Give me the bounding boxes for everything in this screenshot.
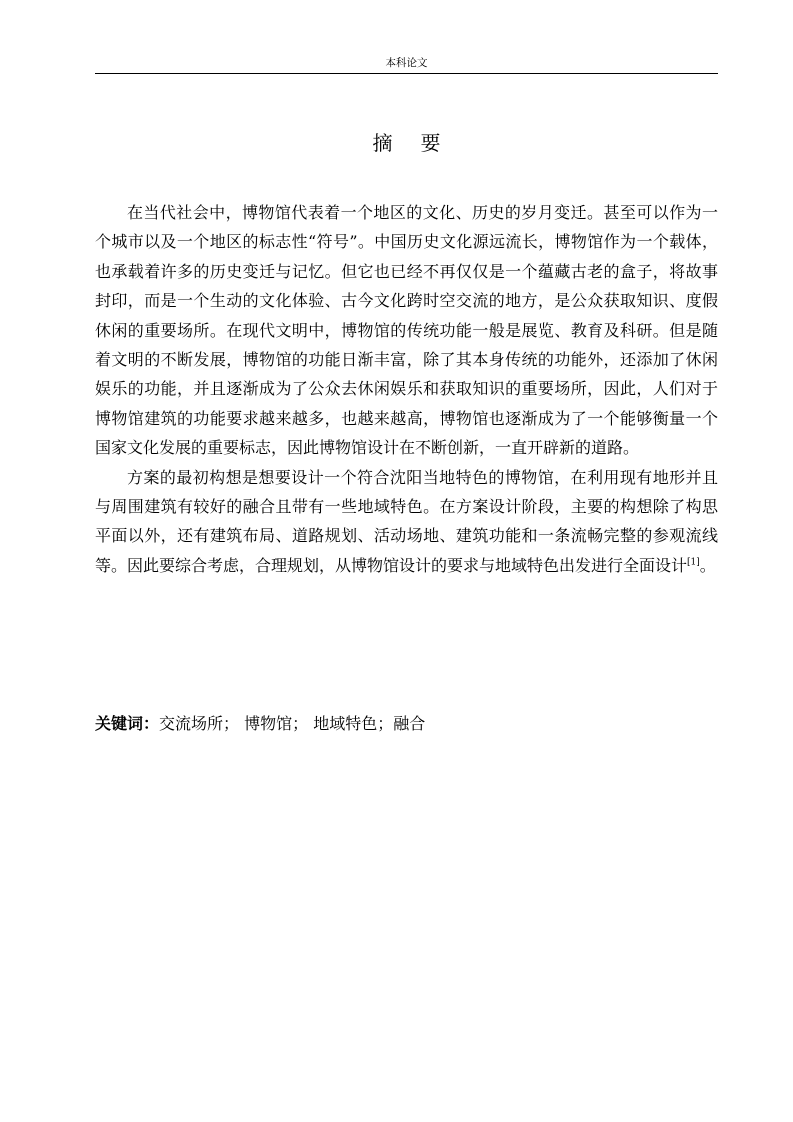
page-header [95, 56, 718, 74]
abstract-paragraph-2 [95, 463, 718, 581]
paragraph-2-text: 方案的最初构想是想要设计一个符合沈阳当地特色的博物馆，在利用现有地形并且与周围建筑有较好的融合且带有一些地域特色。在方案设计阶段，主要的构想除了构思平面以外，还有建筑布局、道路规划、活动场地、建筑功能和一条流畅完整的参观流线等。因此要综合考虑，合理规划，从博物馆设计的要求与地域特色出发进行全面设计 [95, 467, 718, 575]
abstract-title: 摘要 [372, 131, 469, 155]
keywords-line [95, 709, 718, 739]
header-text: 本科论文 [385, 57, 428, 69]
paragraph-2-tail: 。 [699, 555, 716, 575]
paragraph-1-text: 在当代社会中，博物馆代表着一个地区的文化、历史的岁月变迁。甚至可以作为一个城市以及一个地区的标志性“符号”。中国历史文化源远流长，博物馆作为一个载体，也承载着许多的历史变迁与记忆。但它也已经不再仅仅是一个蕴藏古老的盒子，将故事封印，而是一个生动的文化体验、古今文化跨时空交流的地方，是公众获取知识、度假休闲的重要场所。在现代文明中，博物馆的传统功能一般是展览、教育及科研。但是随着文明的不断发展，博物馆的功能日渐丰富，除了其本身传统的功能外，还添加了休闲娱乐的功能，并且逐渐成为了公众去休闲娱乐和获取知识的重要场所，因此，人们对于博物馆建筑的功能要求越来越多，也越来越高，博物馆也逐渐成为了一个能够衡量一个国家文化发展的重要标志，因此博物馆设计在不断创新，一直开辟新的道路。 [95, 203, 718, 458]
citation-reference: [1] [687, 557, 700, 568]
keywords-label: 关键词： [95, 714, 160, 733]
abstract-paragraph-1 [95, 198, 718, 463]
keywords-value: 交流场所； 博物馆； 地域特色；融合 [159, 714, 426, 733]
abstract-body [95, 198, 718, 580]
